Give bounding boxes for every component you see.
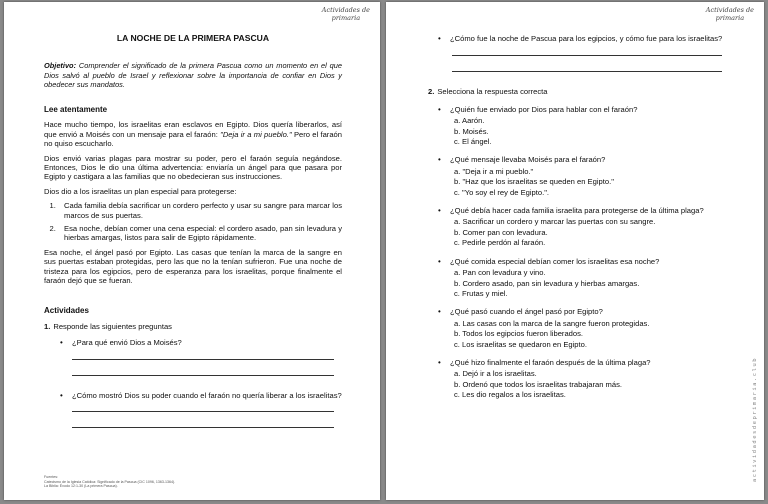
objective	[44, 61, 342, 89]
story-paragraph-3: Dios dio a los israelitas un plan especial para protegerse:	[44, 186, 237, 196]
story-paragraph-4: Esa noche, el ángel pasó por Egipto. Las casas que tenían la marca de la sangre en sus puertas estaban protegidas, pero las que no la tenían sufrieron. Fue una noche de tristeza para los egipcios, pero de esperanza para los israelitas, porque finalmente el faraón dejó que se fueran.	[44, 247, 342, 286]
instruction-item: 1. Cada familia debía sacrificar un cordero perfecto y usar su sangre para marcar los marcos de sus puertas.	[58, 201, 342, 220]
brand-line-2: primaria	[715, 14, 745, 22]
p1-part-b: Pero el faraón no quiso escucharlo.	[44, 129, 343, 149]
brand-line-1: Actividades de	[321, 6, 370, 14]
question-item	[60, 391, 342, 400]
answer-line[interactable]	[72, 427, 334, 428]
question-item	[438, 155, 728, 164]
p1-quote: "Deja ir a mi pueblo."	[220, 129, 292, 139]
question-item	[438, 105, 728, 114]
source-line: Catecismo de la Iglesia Católica: Significado de la Pascua (CIC 1096, 1363-1364).	[44, 479, 176, 484]
section-2-heading	[428, 87, 728, 96]
bullet-icon: •	[438, 206, 441, 216]
p1-part-a: Hace mucho tiempo, los israelitas eran esclavos en Egipto. Dios quería liberarlos, así que envió a Moisés con un mensaje para el faraón:	[44, 120, 342, 139]
objective-text: Comprender el significado de la primera Pascua como un momento en el que Dios salvó al pueblo de Israel y reflexionar sobre la importancia de confiar en Dios y obedecer sus mandatos.	[44, 61, 342, 89]
bullet-icon: •	[60, 338, 63, 348]
worksheet-page-2	[386, 2, 764, 500]
story-paragraph-2: Dios envió varias plagas para mostrar su poder, pero el faraón seguía negándose. Entonces, Dios le dio una última advertencia: enviaría un ángel para que pasara por Egipto y castigara a las familias que no obedecieran sus instrucciones.	[44, 153, 342, 182]
answer-option[interactable]: c. Pedirle perdón al faraón.	[454, 238, 546, 248]
answer-line[interactable]	[452, 71, 722, 72]
page-title: LA NOCHE DE LA PRIMERA PASCUA	[116, 33, 270, 43]
answer-option[interactable]: b. "Haz que los israelitas se queden en Egipto."	[454, 177, 614, 187]
answer-option[interactable]: a. Dejó ir a los israelitas.	[454, 369, 537, 379]
answer-option[interactable]: a. Las casas con la marca de la sangre fueron protegidas.	[454, 318, 650, 328]
bullet-icon: •	[60, 390, 63, 400]
activities-heading: Actividades	[44, 305, 89, 315]
options-list	[454, 319, 728, 350]
question-text: ¿Para qué envió Dios a Moisés?	[72, 338, 182, 348]
options-list	[454, 116, 728, 147]
answer-option[interactable]: b. Todos los egipcios fueron liberados.	[454, 329, 584, 339]
question-item	[438, 206, 728, 215]
question-text: ¿Qué debía hacer cada familia israelita para protegerse de la última plaga?	[450, 206, 704, 216]
options-list	[454, 268, 728, 299]
brand-line-2: primaria	[331, 14, 361, 22]
answer-option[interactable]: b. Cordero asado, pan sin levadura y hierbas amargas.	[454, 278, 640, 288]
bullet-icon: •	[438, 104, 441, 114]
question-text: ¿Qué comida especial debían comer los israelitas esa noche?	[450, 256, 660, 266]
section-1-number: 1.	[44, 321, 51, 331]
answer-option[interactable]: a. Pan con levadura y vino.	[454, 268, 546, 278]
question-item	[438, 358, 728, 367]
answer-option[interactable]: c. Los israelitas se quedaron en Egipto.	[454, 339, 587, 349]
source-line: La Biblia: Éxodo 12:1-30 (La primera Pascua).	[44, 484, 118, 489]
answer-option[interactable]: b. Ordenó que todos los israelitas trabajaran más.	[454, 379, 622, 389]
story-paragraph-1	[44, 120, 342, 148]
bullet-icon: •	[438, 155, 441, 165]
brand-logo	[706, 6, 754, 22]
question-text: ¿Cómo mostró Dios su poder cuando el faraón no quería liberar a los israelitas?	[72, 390, 342, 400]
answer-option[interactable]: a. "Deja ir a mi pueblo."	[454, 166, 534, 176]
instruction-item: 2. Esa noche, debían comer una cena especial: el cordero asado, pan sin levadura y hierbas amargas, listos para salir de Egipto rápidamente.	[58, 224, 342, 243]
answer-line[interactable]	[72, 411, 334, 412]
answer-option[interactable]: c. Frutas y miel.	[454, 288, 508, 298]
answer-option[interactable]: b. Moisés.	[454, 126, 489, 136]
sources-footnote	[44, 475, 304, 489]
source-line: Fuentes:	[44, 475, 58, 479]
answer-option[interactable]: b. Comer pan con levadura.	[454, 227, 548, 237]
read-heading: Lee atentamente	[44, 105, 108, 115]
multiple-choice-question	[428, 257, 728, 300]
section-2-number: 2.	[428, 87, 435, 97]
answer-line[interactable]	[452, 55, 722, 56]
brand-line-1: Actividades de	[705, 6, 754, 14]
question-item	[60, 338, 342, 347]
question-text: ¿Quién fue enviado por Dios para hablar con el faraón?	[450, 104, 638, 114]
bullet-icon: •	[438, 307, 441, 317]
options-list	[454, 167, 728, 198]
answer-option[interactable]: a. Sacrificar un cordero y marcar las puertas con su sangre.	[454, 217, 656, 227]
bullet-icon: •	[438, 256, 441, 266]
multiple-choice-question	[428, 358, 728, 401]
answer-line[interactable]	[72, 375, 334, 376]
objective-label: Objetivo:	[44, 61, 77, 71]
multiple-choice-question	[428, 105, 728, 148]
multiple-choice-question	[428, 155, 728, 198]
answer-line[interactable]	[72, 359, 334, 360]
question-text: ¿Qué mensaje llevaba Moisés para el faraón?	[450, 155, 606, 165]
question-text: ¿Qué pasó cuando el ángel pasó por Egipto?	[450, 307, 603, 317]
answer-option[interactable]: c. Les dio regalos a los israelitas.	[454, 390, 566, 400]
question-text: ¿Cómo fue la noche de Pascua para los egipcios, y cómo fue para los israelitas?	[450, 34, 723, 43]
instructions-list	[44, 201, 342, 243]
page-2-content	[428, 34, 728, 409]
page-1-content	[44, 34, 342, 443]
question-item	[438, 34, 728, 43]
website-watermark: actividadesdeprimaria.club	[752, 357, 758, 483]
question-item	[438, 257, 728, 266]
options-list	[454, 217, 728, 248]
answer-option[interactable]: c. El ángel.	[454, 137, 492, 147]
multiple-choice-question	[428, 307, 728, 350]
bullet-icon: •	[438, 357, 441, 367]
answer-option[interactable]: a. Aarón.	[454, 116, 485, 126]
section-2-text: Selecciona la respuesta correcta	[437, 87, 548, 97]
section-1-text: Responde las siguientes preguntas	[53, 321, 172, 331]
question-item	[438, 307, 728, 316]
bullet-icon: •	[438, 34, 441, 43]
brand-logo	[322, 6, 370, 22]
options-list	[454, 369, 728, 400]
multiple-choice-question	[428, 206, 728, 249]
answer-option[interactable]: c. "Yo soy el rey de Egipto.".	[454, 187, 550, 197]
question-text: ¿Qué hizo finalmente el faraón después de la última plaga?	[450, 357, 651, 367]
worksheet-page-1	[4, 2, 380, 500]
section-1-heading	[44, 322, 342, 331]
